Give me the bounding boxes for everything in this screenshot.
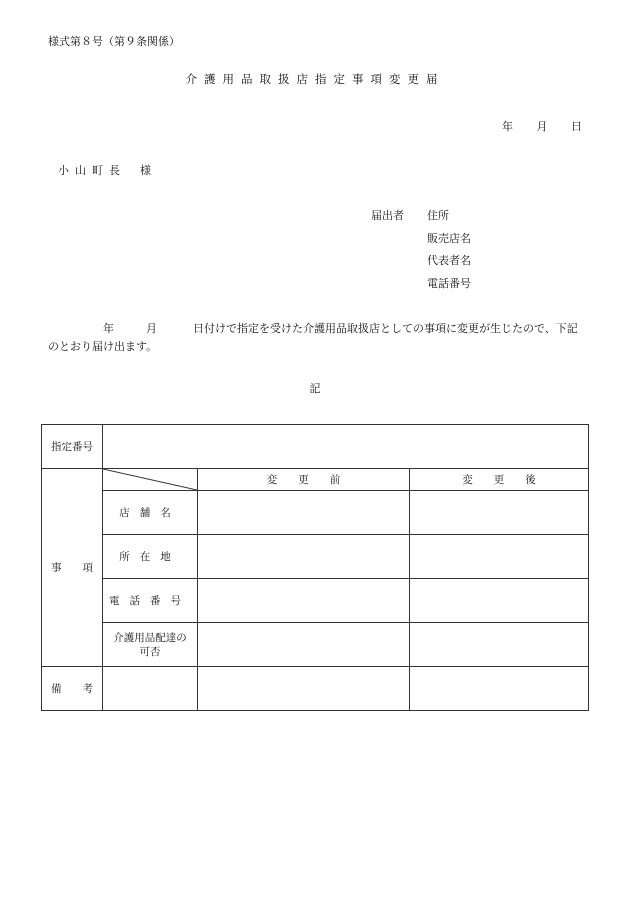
change-table	[41, 424, 589, 711]
remarks-cell-1	[103, 667, 198, 711]
diagonal-line	[103, 469, 197, 490]
location-after	[410, 535, 589, 579]
statement-text: 日付けで指定を受けた介護用品取扱店としての事項に変更が生じたので、下記のとおり届け出ます。	[48, 322, 578, 353]
after-change-header: 変 更 後	[410, 469, 589, 491]
items-label: 事 項	[42, 469, 103, 667]
date-line	[482, 118, 582, 134]
store-name-after	[410, 491, 589, 535]
remarks-cell-3	[410, 667, 589, 711]
addressee-name: 小山町長	[58, 164, 126, 177]
designation-number-field	[103, 425, 589, 469]
applicant-fields	[427, 207, 471, 297]
statement-month: 月	[146, 322, 157, 335]
delivery-before	[198, 623, 410, 667]
date-day: 日	[571, 120, 582, 133]
remarks-label: 備 考	[42, 667, 103, 711]
before-change-header: 変 更 前	[198, 469, 410, 491]
diagonal-cell	[103, 469, 198, 491]
remarks-cell-2	[198, 667, 410, 711]
phone-after	[410, 579, 589, 623]
applicant-field-address: 住所	[427, 209, 449, 222]
addressee-honorific: 様	[140, 164, 157, 177]
statement-paragraph	[48, 320, 584, 356]
phone-before	[198, 579, 410, 623]
store-name-before	[198, 491, 410, 535]
date-year: 年	[502, 120, 513, 133]
date-month: 月	[536, 120, 548, 133]
applicant-label: 届出者	[371, 209, 404, 222]
document-title: 介護用品取扱店指定事項変更届	[185, 72, 445, 86]
location-before	[198, 535, 410, 579]
row-label-phone: 電話番号	[103, 579, 198, 623]
addressee	[58, 162, 157, 178]
statement-year: 年	[103, 322, 114, 335]
row-label-delivery: 介護用品配達の可否	[103, 623, 198, 667]
row-label-location: 所在地	[103, 535, 198, 579]
applicant-field-representative: 代表者名	[427, 254, 471, 267]
row-label-store-name: 店舗名	[103, 491, 198, 535]
ki-heading: 記	[309, 382, 321, 395]
form-label: 様式第８号（第９条関係）	[48, 35, 180, 48]
applicant-field-store-name: 販売店名	[427, 231, 471, 245]
applicant-field-phone: 電話番号	[427, 276, 471, 290]
delivery-after	[410, 623, 589, 667]
designation-number-label: 指定番号	[42, 425, 103, 469]
